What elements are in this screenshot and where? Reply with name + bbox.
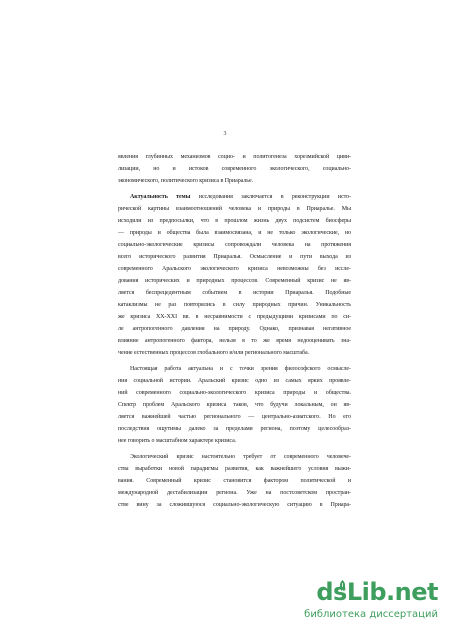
text-line: всего исторического развития Приаралья. Осмысление и пути выхода из bbox=[118, 254, 351, 260]
text-line-with-heading bbox=[130, 193, 351, 201]
text-line: ле антропогенного давления на природу. Однако, признавая негативное bbox=[118, 326, 351, 332]
text-line: Спектр проблем Аральского кризиса таков, что будучи локальным, он яв- bbox=[118, 402, 351, 408]
section-heading-inline: Актуальность темы bbox=[130, 194, 191, 200]
text-line: дования исторических и природных процессов. Современный кризис не яв- bbox=[118, 278, 351, 284]
watermark-subtitle: библиотека диссертаций bbox=[304, 609, 438, 620]
text-line: ляется важнейшей частью регионального — центрально-азиатского. Но его bbox=[118, 414, 351, 420]
text-line: лизации, но и истоков современного экологического, социально- bbox=[118, 166, 351, 172]
text-line: ства выработки новой парадигмы развития, как важнейшего условия выжи- bbox=[118, 466, 351, 472]
text-line: ляется беспрецедентным событием в истории Приаралья. Подобные bbox=[118, 290, 351, 296]
text-line: явления глубинных механизмов социо- и политогенеза хорезмийской циви- bbox=[118, 154, 351, 160]
text-line: последствия ощутимы далеко за пределами региона, поэтому целесообраз- bbox=[118, 426, 351, 432]
text-fragment: исследования заключается в реконструкции исто- bbox=[190, 194, 351, 200]
text-line: рической картины взаимоотношений человека и природы в Приаралье. Мы bbox=[118, 206, 351, 212]
text-line: ния социальной истории. Аральский кризис одно из самых ярких проявле- bbox=[118, 378, 351, 384]
text-line: катаклизмы не раз повторялись в силу природных причин. Уникальность bbox=[118, 302, 351, 308]
text-line: современного Аральского экологического кризиса невозможны без иссле- bbox=[118, 266, 351, 272]
text-line: исходили из предпосылки, что в прошлом жизнь двух подсистем биосферы bbox=[118, 218, 351, 224]
text-line: экономического, политического кризиса в Приаралье. bbox=[118, 178, 254, 184]
text-line: вания. Современный кризис становится фактором политической и bbox=[118, 478, 351, 484]
text-line: Экологический кризис настоятельно требует от современного человече- bbox=[130, 454, 351, 460]
site-watermark[interactable] bbox=[304, 576, 438, 626]
text-line: нее говорить о масштабном характере кризиса. bbox=[118, 438, 237, 444]
text-line: ний современного социально-экологического кризиса природы и общества. bbox=[118, 390, 351, 396]
text-line: социально-экологические кризисы сопровождали человека на протяжения bbox=[118, 242, 351, 248]
text-line: — природы и общества была взаимосвязана, и не только экологические, но bbox=[118, 230, 351, 236]
text-line: Настоящая работа актуальна и с точки зрения философского осмысле- bbox=[130, 366, 351, 372]
watermark-logo: dsLib.net bbox=[316, 578, 438, 606]
text-line: международной дестабилизации региона. Уже на постсоветском простран- bbox=[118, 490, 351, 496]
text-line: стве вину за сложившуюся социально-экологическую ситуацию в Приара- bbox=[118, 502, 351, 508]
text-line: влияние антропогенного фактора, нельзя в то же время недооценивать зна- bbox=[118, 338, 351, 344]
text-line: чение естественных процессов глобального и/или регионального масштаба. bbox=[118, 350, 310, 356]
text-line: же кризиса XX-XXI вв. в несравнимости с предыдущими кризисами по си- bbox=[118, 314, 351, 320]
page-number: 3 bbox=[223, 131, 227, 137]
